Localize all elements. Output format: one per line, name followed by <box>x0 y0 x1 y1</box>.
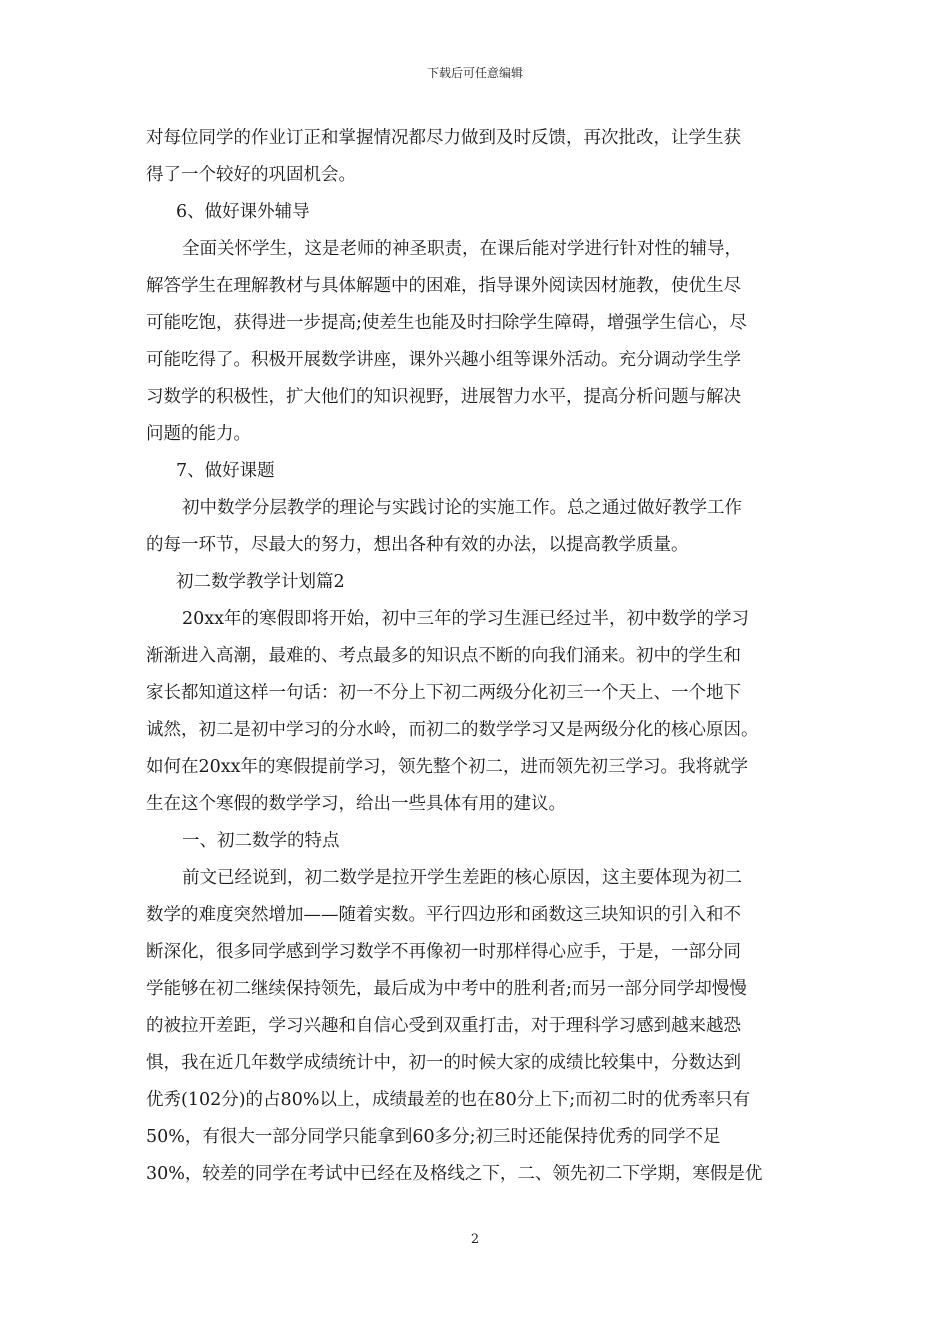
text-line: 的被拉开差距，学习兴趣和自信心受到双重打击，对于理科学习感到越来越恐 <box>146 1016 741 1036</box>
text-line: 习数学的积极性，扩大他们的知识视野，进展智力水平，提高分析问题与解决 <box>146 387 741 407</box>
text-line: 得了一个较好的巩固机会。 <box>146 165 356 185</box>
text-line: 渐渐进入高潮，最难的、考点最多的知识点不断的向我们涌来。初中的学生和 <box>146 646 741 666</box>
text-line: 的每一环节，尽最大的努力，想出各种有效的办法，以提高教学质量。 <box>146 535 689 555</box>
text-line: 惧，我在近几年数学成绩统计中，初一的时候大家的成绩比较集中，分数达到 <box>146 1053 741 1073</box>
text-line: 全面关怀学生，这是老师的神圣职责，在课后能对学进行针对性的辅导， <box>182 239 742 259</box>
page-header-note: 下载后可任意编辑 <box>426 66 523 80</box>
text-line: 生在这个寒假的数学学习，给出一些具体有用的建议。 <box>146 794 566 814</box>
section-heading: 6、做好课外辅导 <box>176 202 310 222</box>
text-line: 数学的难度突然增加——随着实数。平行四边形和函数这三块知识的引入和不 <box>146 905 741 925</box>
section-heading: 初二数学教学计划篇2 <box>176 572 345 592</box>
text-line: 可能吃饱，获得进一步提高;使差生也能及时扫除学生障碍，增强学生信心，尽 <box>146 313 747 333</box>
document-body <box>146 120 812 1193</box>
text-line: 前文已经说到，初二数学是拉开学生差距的核心原因，这主要体现为初二 <box>182 868 742 888</box>
section-heading: 一、初二数学的特点 <box>182 831 340 851</box>
text-line: 如何在20xx年的寒假提前学习，领先整个初二，进而领先初三学习。我将就学 <box>146 757 749 777</box>
text-line: 断深化，很多同学感到学习数学不再像初一时那样得心应手，于是，一部分同 <box>146 942 741 962</box>
text-line: 50%，有很大一部分同学只能拿到60多分;初三时还能保持优秀的同学不足 <box>146 1127 721 1147</box>
text-line: 20xx年的寒假即将开始，初中三年的学习生涯已经过半，初中数学的学习 <box>182 609 750 629</box>
text-line: 对每位同学的作业订正和掌握情况都尽力做到及时反馈，再次批改，让学生获 <box>146 128 741 148</box>
text-line: 家长都知道这样一句话：初一不分上下初二两级分化初三一个天上、一个地下 <box>146 683 741 703</box>
text-line: 初中数学分层教学的理论与实践讨论的实施工作。总之通过做好教学工作 <box>182 498 742 518</box>
text-line: 学能够在初二继续保持领先，最后成为中考中的胜利者;而另一部分同学却慢慢 <box>146 979 747 999</box>
text-line: 可能吃得了。积极开展数学讲座，课外兴趣小组等课外活动。充分调动学生学 <box>146 350 741 370</box>
text-line: 问题的能力。 <box>146 424 251 444</box>
text-line: 30%，较差的同学在考试中已经在及格线之下，二、领先初二下学期，寒假是优 <box>146 1164 763 1184</box>
page-number: 2 <box>470 1232 480 1247</box>
text-line: 诚然，初二是初中学习的分水岭，而初二的数学学习又是两级分化的核心原因。 <box>146 720 759 740</box>
section-heading: 7、做好课题 <box>176 461 275 481</box>
text-line: 优秀(102分)的占80%以上，成绩最差的也在80分上下;而初二时的优秀率只有 <box>146 1090 751 1110</box>
text-line: 解答学生在理解教材与具体解题中的困难，指导课外阅读因材施教，使优生尽 <box>146 276 741 296</box>
